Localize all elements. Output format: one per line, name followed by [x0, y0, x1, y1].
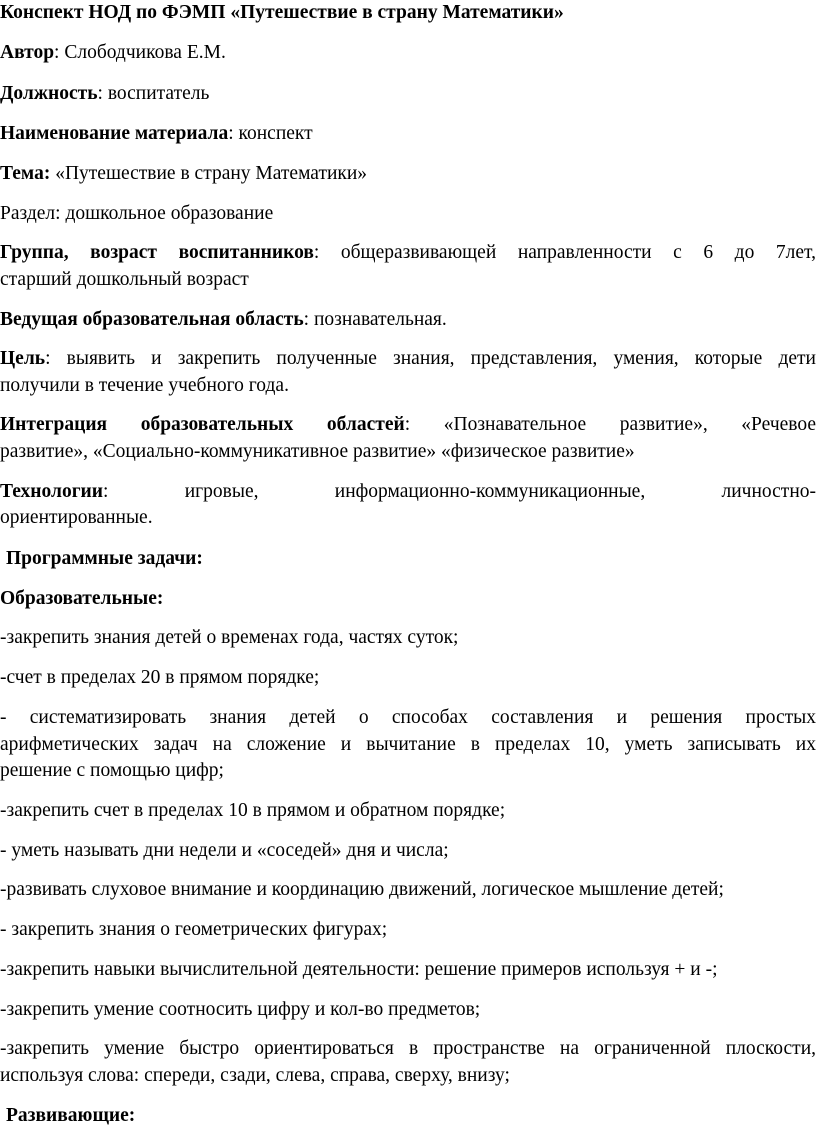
task-text: -закрепить знания детей о временах года, частях суток;: [0, 627, 459, 648]
goal-line-1: [0, 346, 816, 372]
technologies-line-2: [0, 505, 816, 531]
topic-line: [0, 161, 816, 187]
task-text: - закрепить знания о геометрических фигурах;: [0, 919, 388, 940]
task-item-continuation: [0, 1063, 816, 1089]
position-label: Должность: [0, 83, 98, 104]
task-item-continuation: [0, 758, 816, 784]
educational-heading: [0, 586, 816, 612]
author-label: Автор: [0, 42, 55, 63]
task-item: [0, 838, 816, 864]
topic-value: «Путешествие в страну Математики»: [50, 163, 368, 184]
material-line: [0, 121, 816, 147]
integration-label: Интеграция образовательных областей: [0, 414, 405, 435]
technologies-line-1: [0, 479, 816, 505]
task-item: [0, 957, 816, 983]
task-text: -закрепить навыки вычислительной деятельности: решение примеров используя + и -;: [0, 959, 718, 980]
task-text: - уметь называть дни недели и «соседей» дня и числа;: [0, 840, 449, 861]
group-label: Группа, возраст воспитанников: [0, 242, 314, 263]
task-text: -закрепить счет в пределах 10 в прямом и обратном порядке;: [0, 800, 506, 821]
program-tasks-text: Программные задачи:: [6, 548, 203, 569]
task-item: [0, 1036, 816, 1062]
integration-value-1: : «Познавательное развитие», «Речевое: [404, 414, 816, 435]
document-title: [0, 0, 816, 26]
integration-value-2: развитие», «Социально-коммуникативное развитие» «физическое развитие»: [0, 441, 635, 462]
goal-value-1: : выявить и закрепить полученные знания, представления, умения, которые дети: [45, 348, 816, 369]
task-text: -счет в пределах 20 в прямом порядке;: [0, 667, 320, 688]
program-tasks-heading: [0, 546, 816, 572]
position-line: [0, 81, 816, 107]
position-value: : воспитатель: [97, 83, 210, 104]
lead-area-label: Ведущая образовательная область: [0, 309, 304, 330]
topic-label: Тема:: [0, 163, 51, 184]
task-item: [0, 917, 816, 943]
goal-value-2: получили в течение учебного года.: [0, 375, 289, 396]
section-text: Раздел: дошкольное образование: [0, 203, 274, 224]
task-item: [0, 705, 816, 731]
task-item: [0, 625, 816, 651]
task-item: [0, 877, 816, 903]
developing-text: Развивающие:: [6, 1105, 136, 1126]
task-item-continuation: [0, 732, 816, 758]
goal-label: Цель: [0, 348, 46, 369]
task-text: арифметических задач на сложение и вычитание в пределах 10, уметь записывать их: [0, 734, 816, 755]
section-line: [0, 201, 816, 227]
lead-area-value: : познавательная.: [303, 309, 447, 330]
technologies-label: Технологии: [0, 481, 104, 502]
task-text: -закрепить умение быстро ориентироваться в пространстве на ограниченной плоскости,: [0, 1038, 816, 1059]
task-text: решение с помощью цифр;: [0, 760, 224, 781]
author-value: : Слободчикова Е.М.: [54, 42, 226, 63]
goal-line-2: [0, 373, 816, 399]
task-text: -закрепить умение соотносить цифру и кол-во предметов;: [0, 999, 481, 1020]
group-value-2: старший дошкольный возраст: [0, 269, 249, 290]
technologies-value-2: ориентированные.: [0, 507, 153, 528]
technologies-value-1: : игровые, информационно-коммуникационные, личностно-: [103, 481, 816, 502]
group-line-1: [0, 240, 816, 266]
task-item: [0, 798, 816, 824]
lead-area-line: [0, 307, 816, 333]
task-item: [0, 665, 816, 691]
task-text: - систематизировать знания детей о способах составления и решения простых: [0, 707, 816, 728]
material-label: Наименование материала: [0, 123, 229, 144]
material-value: : конспект: [228, 123, 313, 144]
group-value-1: : общеразвивающей направленности с 6 до 7лет,: [313, 242, 816, 263]
task-text: -развивать слуховое внимание и координацию движений, логическое мышление детей;: [0, 879, 724, 900]
title-text: Конспект НОД по ФЭМП «Путешествие в страну Математики»: [0, 2, 564, 23]
task-item: [0, 997, 816, 1023]
integration-line-2: [0, 439, 816, 465]
integration-line-1: [0, 412, 816, 438]
developing-heading: [0, 1103, 816, 1129]
educational-text: Образовательные:: [0, 588, 164, 609]
author-line: [0, 40, 816, 66]
task-text: используя слова: спереди, сзади, слева, справа, сверху, внизу;: [0, 1065, 510, 1086]
group-line-2: [0, 267, 816, 293]
